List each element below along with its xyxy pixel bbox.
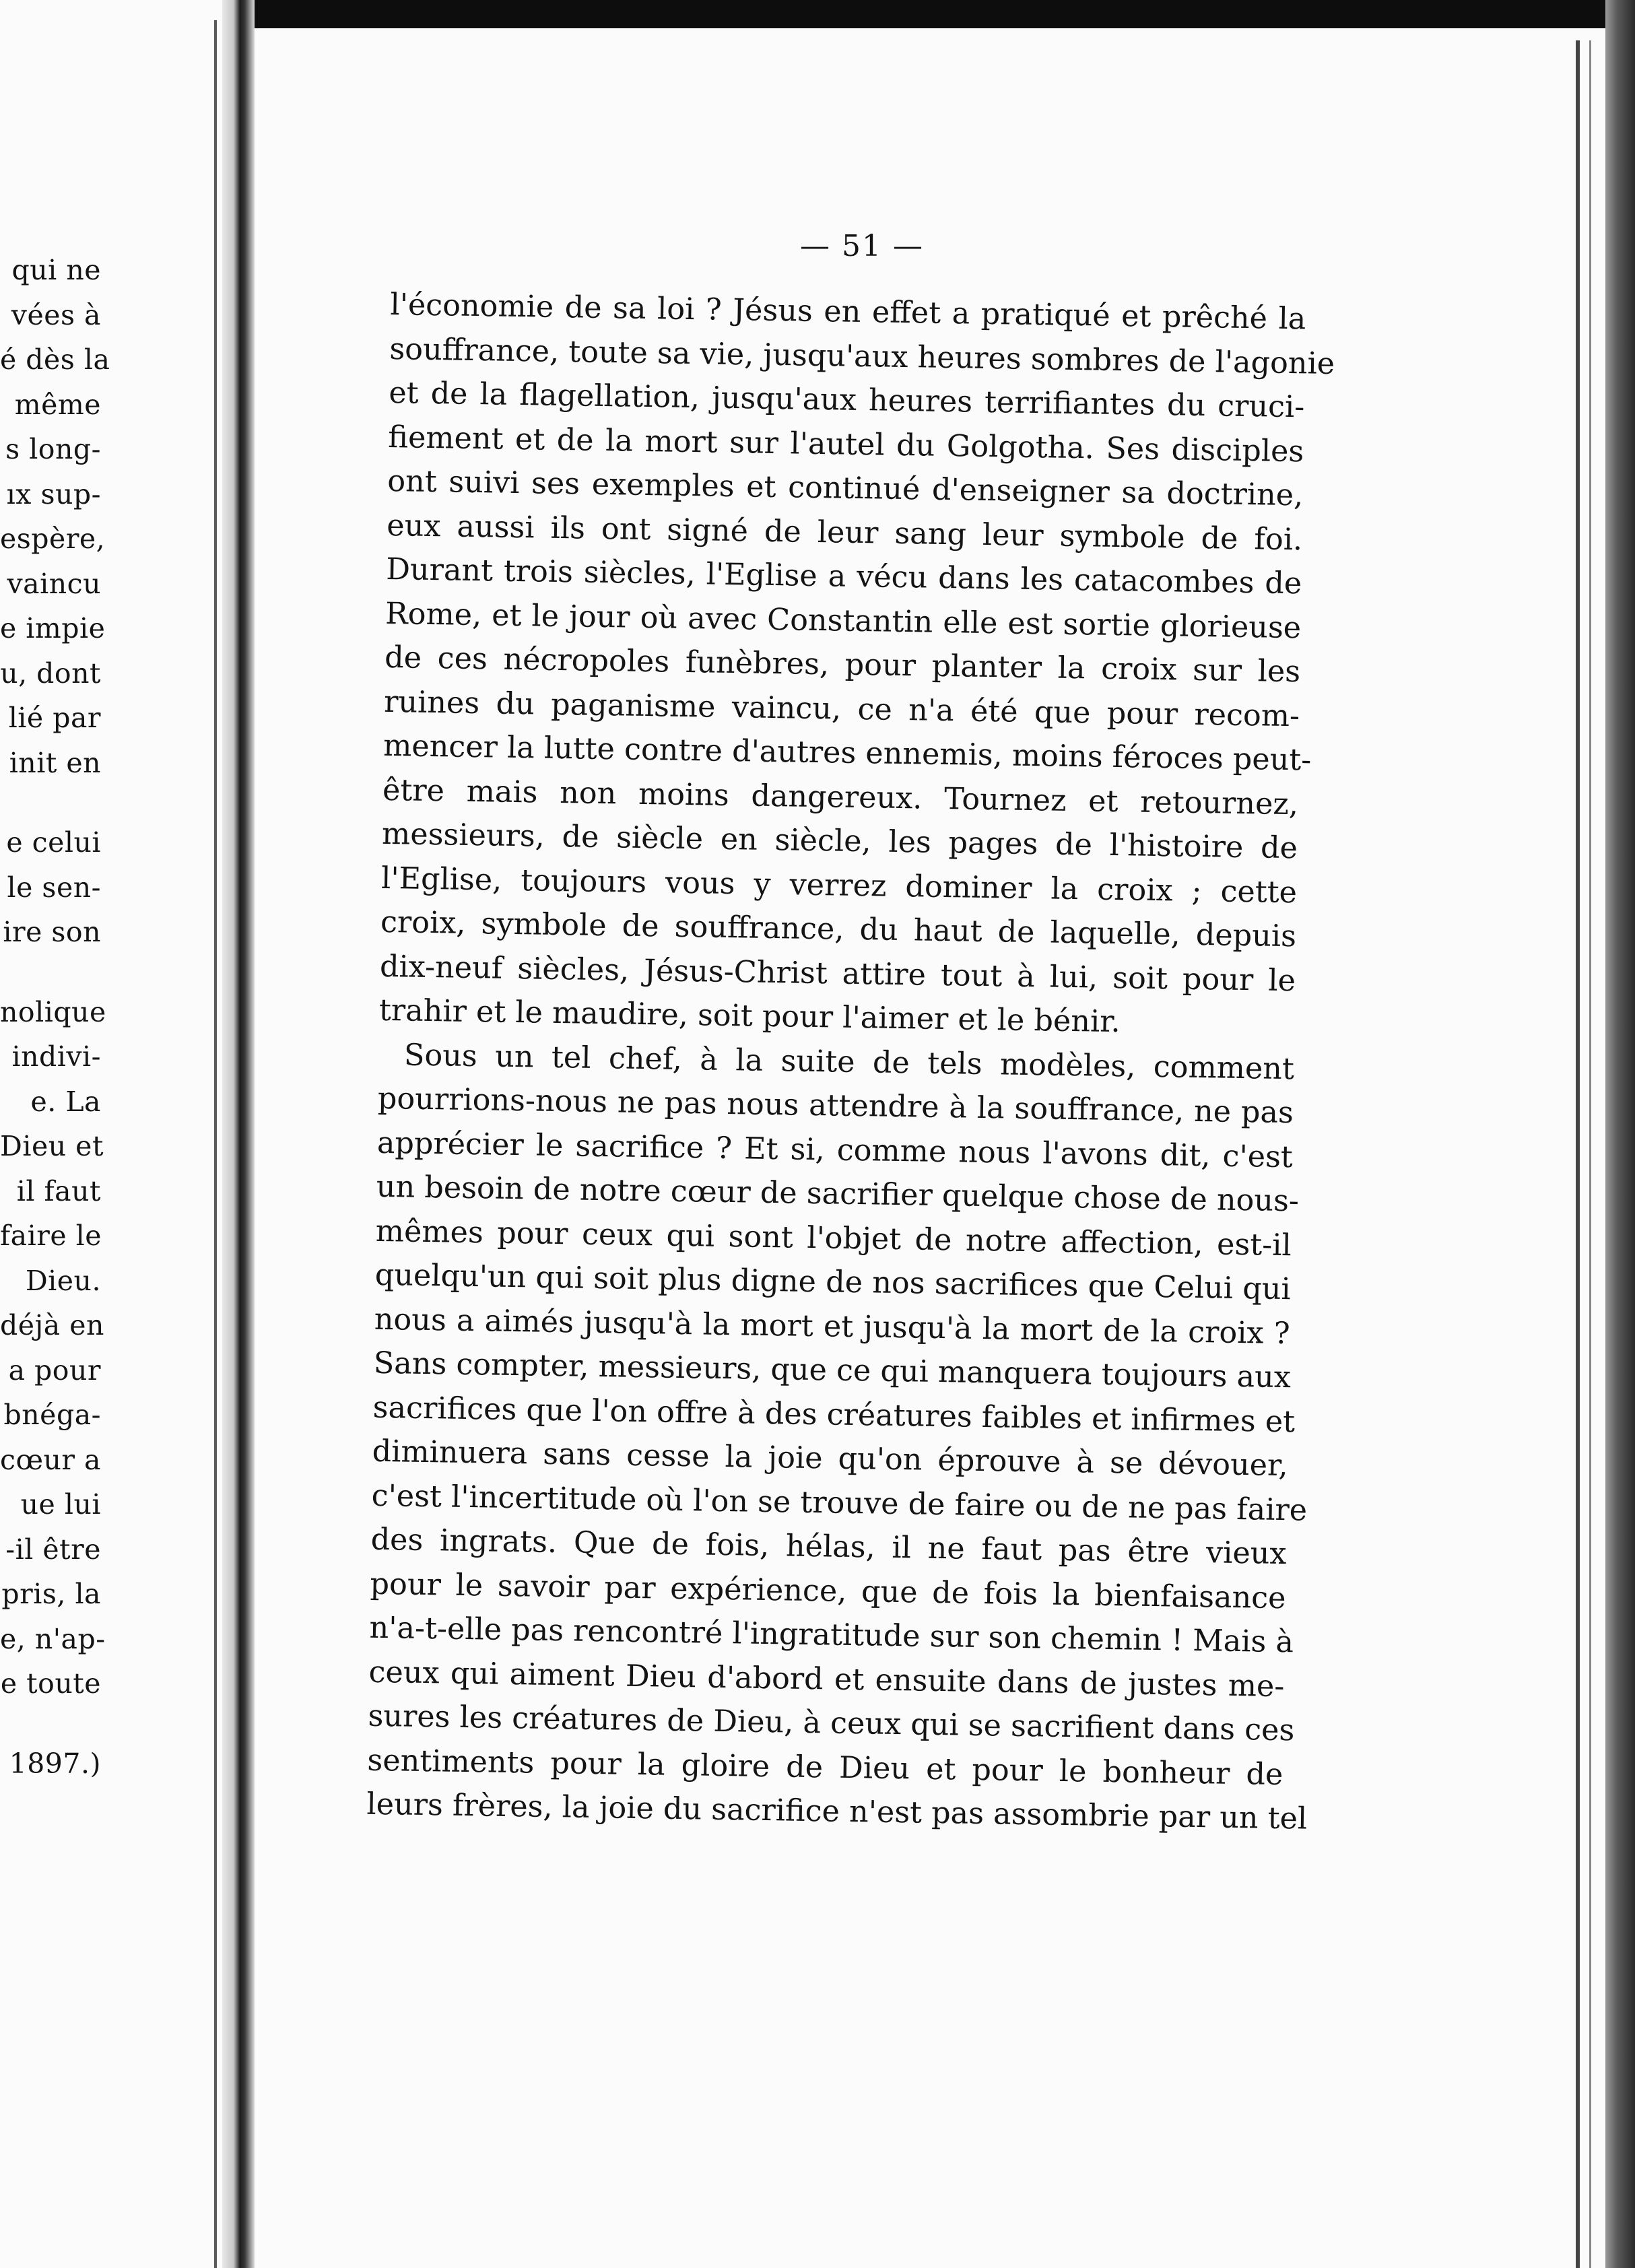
paragraph [366,1032,1308,1840]
page-body-text [366,283,1335,1841]
text-line: messieurs, de siècle en siècle, les pages de l'histoire de [381,816,1298,866]
text-line: et de la flagellation, jusqu'aux heures terrifiantes du cruci- [389,375,1305,425]
scanner-frame-right [1605,0,1635,2268]
facing-page-line: e. La [30,1085,101,1118]
facing-page-line: lié par [8,702,101,734]
facing-page-line: ue lui [20,1488,101,1521]
facing-page-line [0,1706,101,1741]
text-line: c'est l'incertitude où l'on se trouve de faire ou de ne pas faire [371,1478,1308,1528]
facing-page-line: e, n'ap- [0,1622,106,1655]
text-line: eux aussi ils ont signé de leur sang leur symbole de foi. [386,508,1303,557]
book-page [366,0,1335,2268]
text-line: mêmes pour ceux qui sont l'objet de notre affection, est-il [375,1213,1292,1263]
text-line: ceux qui aiment Dieu d'abord et ensuite dans de justes me- [368,1655,1285,1704]
facing-page-line: Dieu et [0,1130,104,1162]
text-line: leurs frères, la joie du sacrifice n'est pas assombrie par un tel [366,1787,1308,1836]
facing-page-line: e impie [0,612,106,644]
text-line: mencer la lutte contre d'autres ennemis, moins féroces peut- [382,728,1312,778]
text-line: apprécier le sacrifice ? Et si, comme nous l'avons dit, c'est [376,1125,1294,1174]
facing-page-line: init en [9,746,101,779]
text-line: l'Eglise, toujours vous y verrez dominer la croix ; cette [380,861,1298,910]
facing-page-line: bnéga- [3,1399,101,1431]
facing-page-line: espère, [0,523,106,555]
text-line: un besoin de notre cœur de sacrifier quelque chose de nous- [376,1169,1300,1219]
facing-page-line: indivi- [11,1040,101,1073]
text-line: sentiments pour la gloire de Dieu et pour le bonheur de [367,1743,1283,1792]
text-line: de ces nécropoles funèbres, pour planter la croix sur les [384,640,1301,690]
facing-page-line: e celui [6,826,101,859]
facing-page-line: u, dont [0,657,101,690]
book-gutter [222,0,255,2268]
facing-page-line: Dieu. [25,1264,101,1297]
facing-page-line: s long- [5,433,101,465]
facing-page-line: a pour [8,1354,101,1387]
facing-page-line: 1897.) [9,1747,101,1780]
facing-page-line: faire le [0,1220,102,1252]
text-line: être mais non moins dangereux. Tournez et retournez, [382,772,1299,822]
text-line: pour le savoir par expérience, que de fois la bienfaisance [370,1566,1286,1615]
facing-page-line: déjà en [0,1309,104,1341]
text-line: Sous un tel chef, à la suite de tels modèles, comment [403,1037,1295,1086]
page-edge-right-inner [1589,40,1591,2268]
facing-page-line: le sen- [7,871,101,904]
facing-page-line: nolique [0,995,106,1028]
facing-page-line: qui ne [11,254,101,286]
text-line: quelqu'un qui soit plus digne de nos sacrifices que Celui qui [374,1257,1292,1307]
page-edge-right [1576,40,1580,2268]
text-line: n'a-t-elle pas rencontré l'ingratitude sur son chemin ! Mais à [369,1610,1294,1660]
facing-page-line: e toute [0,1667,101,1700]
text-line: Durant trois siècles, l'Eglise a vécu dans les catacombes de [385,552,1302,601]
text-line: pourrions-nous ne pas nous attendre à la souffrance, ne pas [377,1081,1294,1131]
facing-page-line: même [14,388,101,421]
facing-page-line: ire son [3,916,101,948]
text-line: des ingrats. Que de fois, hélas, il ne faut pas être vieux [370,1522,1287,1572]
text-line: ruines du paganisme vaincu, ce n'a été que pour recom- [383,684,1300,733]
text-line: l'économie de sa loi ? Jésus en effet a pratiqué et prêché la [390,287,1306,337]
facing-page-line: vaincu [7,567,101,600]
facing-page-line: il faut [16,1174,101,1207]
facing-page-line [0,955,101,990]
text-line: sacrifices que l'on offre à des créatures faibles et infirmes et [372,1390,1296,1439]
facing-page-line: vées à [11,298,101,331]
facing-page-line: ıx sup- [6,477,101,510]
page-edge-left [214,20,217,2268]
text-line: dix-neuf siècles, Jésus-Christ attire tout à lui, soit pour le [379,949,1296,998]
text-line: diminuera sans cesse la joie qu'on éprouve à se dévouer, [372,1434,1288,1483]
text-line: souffrance, toute sa vie, jusqu'aux heures sombres de l'agonie [389,331,1335,381]
facing-page-line: -il être [5,1533,101,1566]
text-line: nous a aimés jusqu'à la mort et jusqu'à la mort de la croix ? [374,1302,1291,1351]
page-number: — 51 — [800,229,924,263]
text-line: fiement et de la mort sur l'autel du Golgotha. Ses disciples [388,420,1304,469]
text-line: ont suivi ses exemples et continué d'enseigner sa doctrine, [387,463,1304,513]
text-line: Rome, et le jour où avec Constantin elle est sortie glorieuse [385,596,1302,645]
facing-page-line [0,785,101,820]
text-line: croix, symbole de souffrance, du haut de laquelle, depuis [380,904,1297,954]
text-line: sures les créatures de Dieu, à ceux qui se sacrifient dans ces [368,1698,1295,1748]
facing-page-fragments [0,248,110,1864]
facing-page-line: cœur a [0,1443,101,1476]
text-line: trahir et le maudire, soit pour l'aimer et le bénir. [378,993,1121,1040]
facing-page-line: pris, la [1,1578,101,1610]
paragraph [378,283,1335,1047]
text-line: Sans compter, messieurs, que ce qui manquera toujours aux [373,1345,1292,1395]
facing-page-line: é dès la [0,343,110,376]
